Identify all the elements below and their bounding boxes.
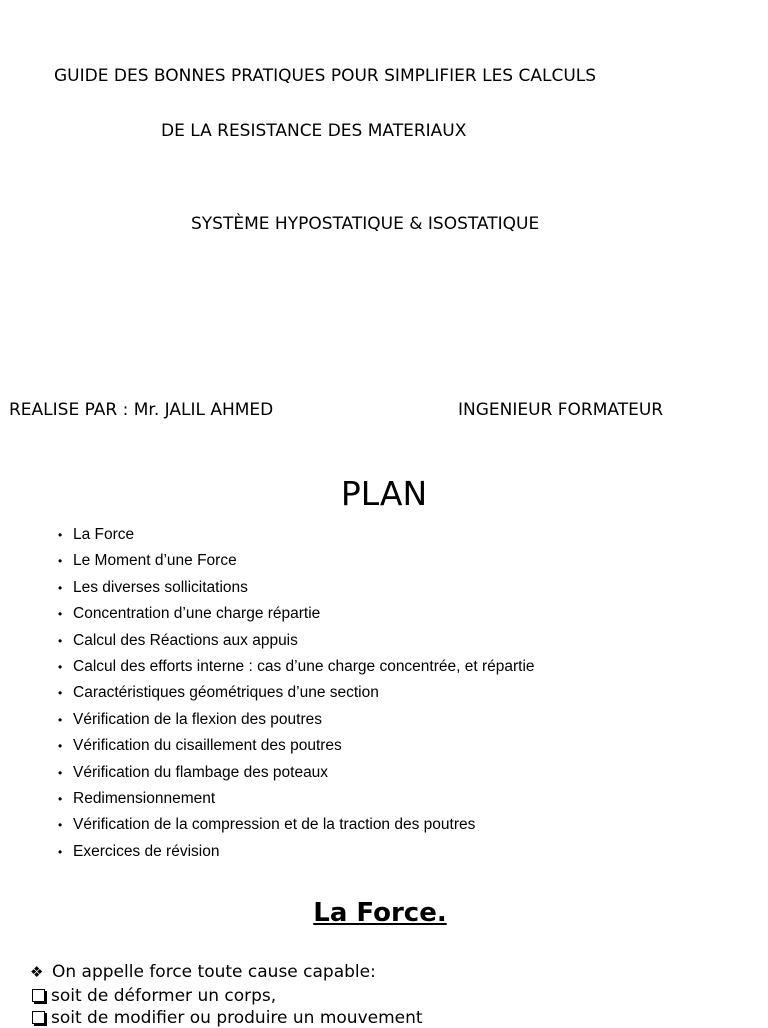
checkbox-bullet-icon — [32, 989, 45, 1002]
force-definition-point — [30, 1008, 423, 1028]
plan-item — [58, 733, 535, 759]
plan-item-label: Calcul des Réactions aux appuis — [73, 631, 298, 649]
bullet-icon: • — [58, 659, 63, 674]
bullet-icon: • — [58, 554, 63, 569]
plan-item-label: Vérification de la compression et de la traction des poutres — [73, 816, 476, 834]
force-definition-text: On appelle force toute cause capable: — [52, 962, 376, 982]
plan-item-label: Vérification du cisaillement des poutres — [73, 737, 342, 755]
plan-item-label: Les diverses sollicitations — [73, 578, 248, 596]
plan-item — [58, 707, 535, 733]
force-definition-intro — [30, 962, 376, 982]
plan-heading: PLAN — [340, 474, 428, 513]
diamond-bullet-icon: ❖ — [30, 963, 44, 981]
plan-item-label: Le Moment d’une Force — [73, 552, 237, 570]
force-point-text: soit de déformer un corps, — [51, 986, 277, 1006]
plan-item — [58, 654, 535, 680]
plan-item-label: Caractéristiques géométriques d’une section — [73, 684, 379, 702]
plan-item-label: La Force — [73, 526, 135, 543]
plan-item — [58, 680, 535, 706]
plan-item — [58, 786, 535, 812]
plan-item — [58, 760, 535, 786]
plan-item-label: Exercices de révision — [73, 842, 220, 860]
bullet-icon: • — [58, 580, 63, 595]
bullet-icon: • — [58, 791, 63, 806]
section-heading-force: La Force. — [313, 898, 447, 928]
plan-item — [58, 628, 535, 654]
plan-item — [58, 601, 535, 627]
checkbox-bullet-icon — [32, 1011, 45, 1024]
plan-item — [58, 839, 535, 865]
plan-item-label: Redimensionnement — [73, 789, 216, 807]
bullet-icon: • — [58, 633, 63, 648]
document-title-line-2: DE LA RESISTANCE DES MATERIAUX — [161, 121, 467, 141]
plan-item-label: Vérification de la flexion des poutres — [73, 710, 323, 728]
document-title-line-1: GUIDE DES BONNES PRATIQUES POUR SIMPLIFIER LES CALCULS — [54, 66, 597, 86]
author-role: INGENIEUR FORMATEUR — [458, 400, 664, 420]
force-definition-point — [30, 986, 276, 1006]
plan-item — [58, 812, 535, 838]
bullet-icon: • — [58, 818, 63, 833]
bullet-icon: • — [58, 844, 63, 859]
plan-list — [58, 522, 535, 865]
bullet-icon: • — [58, 686, 63, 701]
plan-item-label: Calcul des efforts interne : cas d’une charge concentrée, et répartie — [73, 657, 535, 675]
plan-item — [58, 575, 535, 601]
force-point-text: soit de modifier ou produire un mouvement — [51, 1008, 423, 1028]
bullet-icon: • — [58, 712, 63, 727]
plan-item — [58, 522, 535, 548]
bullet-icon: • — [58, 607, 63, 622]
bullet-icon: • — [58, 765, 63, 780]
bullet-icon: • — [58, 739, 63, 754]
plan-item-label: Vérification du flambage des poteaux — [73, 763, 329, 781]
document-subtitle: SYSTÈME HYPOSTATIQUE & ISOSTATIQUE — [191, 214, 540, 234]
author-credit: REALISE PAR : Mr. JALIL AHMED — [9, 400, 274, 420]
bullet-icon: • — [58, 528, 63, 542]
plan-item — [58, 548, 535, 574]
plan-item-label: Concentration d’une charge répartie — [73, 605, 321, 623]
